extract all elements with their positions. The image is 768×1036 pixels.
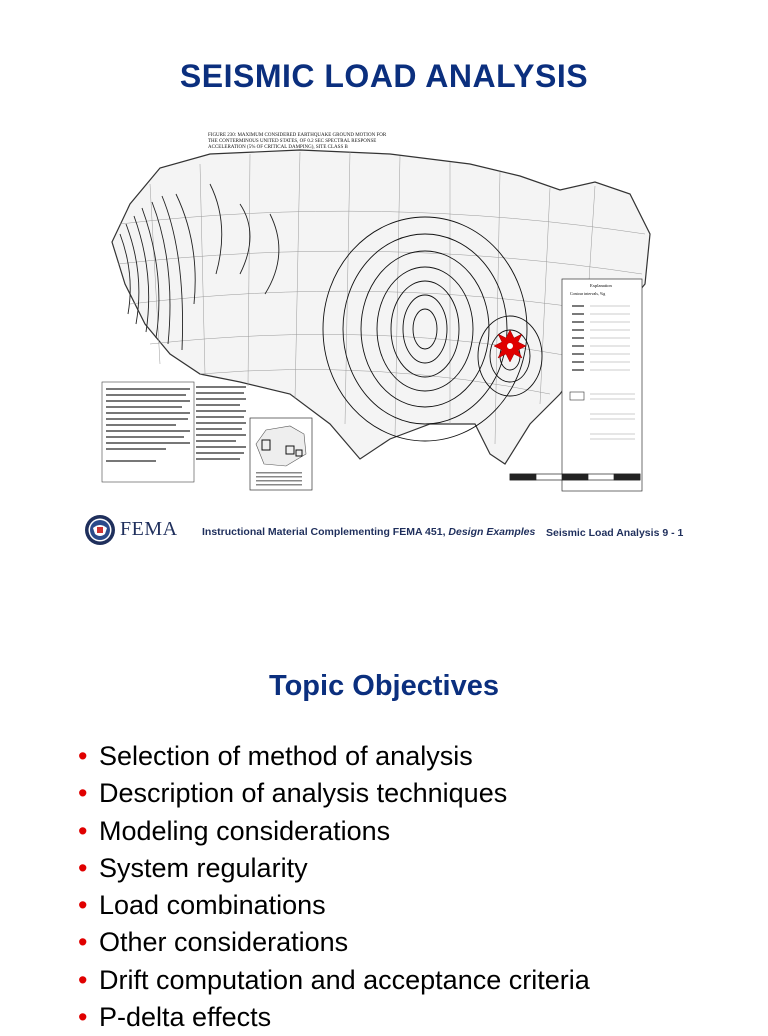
bullet-icon: • bbox=[78, 964, 88, 995]
list-item bbox=[78, 775, 590, 812]
list-item bbox=[78, 850, 590, 887]
list-item-text: Selection of method of analysis bbox=[99, 741, 473, 771]
slide-1-title: SEISMIC LOAD ANALYSIS bbox=[179, 58, 589, 94]
bullet-icon: • bbox=[78, 927, 88, 958]
bullet-icon: • bbox=[78, 778, 88, 809]
slide-2 bbox=[0, 600, 768, 1033]
list-item-text: System regularity bbox=[99, 852, 308, 883]
footer-course-note bbox=[202, 526, 535, 538]
footer-course-prefix: Instructional Material Complementing FEMA 451, bbox=[202, 526, 449, 538]
bullet-icon: • bbox=[78, 890, 88, 921]
map-caption-line-3: ACCELERATION (5% OF CRITICAL DAMPING), SITE CLASS B bbox=[208, 145, 348, 150]
list-item bbox=[78, 813, 590, 850]
list-item-text: Modeling considerations bbox=[99, 815, 391, 846]
bullet-icon: • bbox=[78, 741, 88, 771]
list-item bbox=[78, 924, 590, 961]
map-caption-line-1: FIGURE 230: MAXIMUM CONSIDERED EARTHQUAKE GROUND MOTION FOR bbox=[208, 133, 387, 138]
seismic-hazard-map-drawing bbox=[90, 124, 680, 496]
objectives-list bbox=[78, 738, 590, 1036]
slide-1-footer bbox=[0, 512, 768, 548]
list-item-text: P-delta effects bbox=[99, 1002, 272, 1033]
map-scale-bar bbox=[510, 474, 640, 480]
map-caption bbox=[208, 133, 387, 150]
fema-seal-icon bbox=[84, 514, 116, 546]
map-notes bbox=[102, 382, 246, 482]
list-item bbox=[78, 738, 590, 775]
list-item-text: Drift computation and acceptance criteria bbox=[99, 964, 590, 995]
footer-page-label: Seismic Load Analysis 9 - 1 bbox=[546, 527, 684, 539]
map-legend bbox=[562, 279, 642, 491]
bullet-icon: • bbox=[78, 852, 88, 883]
legend-subtitle: Contour intervals, %g bbox=[570, 291, 606, 296]
legend-title: Explanation bbox=[590, 283, 612, 288]
bullet-icon: • bbox=[78, 1002, 88, 1033]
inset-map bbox=[250, 418, 312, 490]
seismic-hazard-map bbox=[90, 124, 680, 496]
list-item-text: Description of analysis techniques bbox=[99, 778, 508, 809]
list-item bbox=[78, 999, 590, 1036]
list-item-text: Other considerations bbox=[99, 927, 349, 958]
slide-2-title: Topic Objectives bbox=[269, 670, 499, 702]
list-item bbox=[78, 962, 590, 999]
list-item bbox=[78, 887, 590, 924]
map-caption-line-2: THE CONTERMINOUS UNITED STATES, OF 0.2 SEC SPECTRAL RESPONSE bbox=[208, 139, 377, 144]
list-item-text: Load combinations bbox=[99, 890, 326, 921]
bullet-icon: • bbox=[78, 815, 88, 846]
fema-logo-text: FEMA bbox=[120, 518, 178, 540]
footer-course-italic: Design Examples bbox=[448, 526, 536, 538]
